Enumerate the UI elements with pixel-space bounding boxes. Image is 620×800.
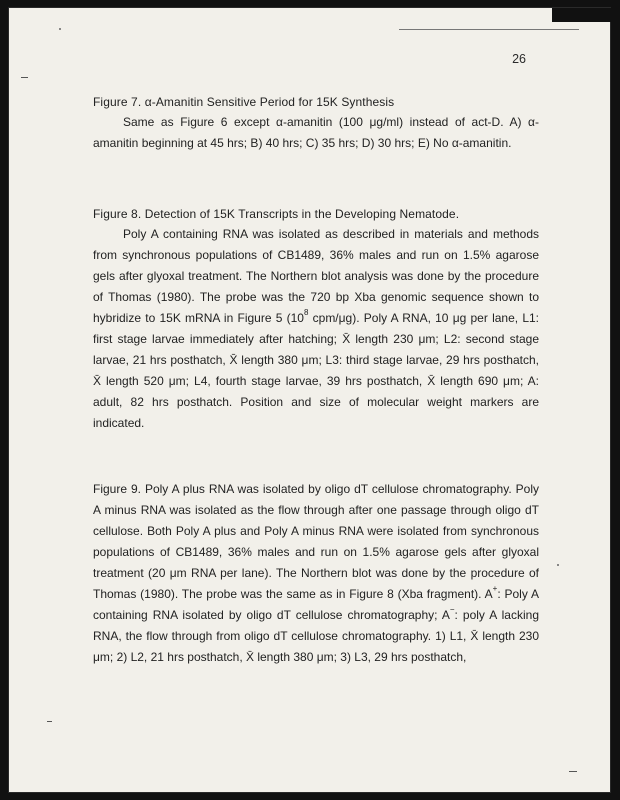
scan-mark — [21, 77, 28, 78]
figure8-title: Figure 8. Detection of 15K Transcripts in the Developing Nematode. — [93, 207, 460, 221]
scan-corner — [552, 8, 612, 22]
figure9-caption — [93, 479, 539, 668]
figure7-caption — [93, 95, 539, 154]
scan-mark — [569, 771, 577, 772]
scan-speck — [59, 28, 61, 30]
figure9-body-text: Figure 9. Poly A plus RNA was isolated by oligo dT cellulose chromatography. Poly A minus RNA was isolated as the flow through after one passage through oligo dT cellulose. Both Poly A plus and Poly A minus RNA were isolated from synchronous populations of CB1489, 36% males and run on 1.5% agarose gels after glyoxal treatment (20 μm RNA per lane). The Northern blot was done by the procedure of Thomas (1980). The probe was the same as in Figure 8 (Xba fragment). A — [93, 482, 539, 601]
scan-mark — [399, 29, 579, 30]
figure9-body-text-end: : poly A lacking RNA, the flow through from oligo dT cellulose chromatography. 1) L1, X̄ length 230 μm; 2) L2, 21 hrs posthatch, X̄ length 380 μm; 3) L3, 29 hrs posthatch, — [93, 608, 539, 664]
figure8-body — [93, 224, 539, 434]
scan-speck — [557, 564, 559, 566]
figure7-title: Figure 7. α-Amanitin Sensitive Period for 15K Synthesis — [93, 95, 395, 109]
figure9-body — [93, 479, 539, 668]
scan-mark — [47, 721, 52, 722]
figure8-body-text: Poly A containing RNA was isolated as described in materials and methods from synchronous populations of CB1489, 36% males and run on 1.5% agarose gels after glyoxal treatment. The Northern blot analysis was done by the procedure of Thomas (1980). The probe was the 720 bp Xba genomic sequence shown to hybridize to 15K mRNA in Figure 5 (10 — [93, 227, 539, 325]
figure9-body-text-cont: : Poly A containing RNA isolated by oligo dT cellulose chromatography; A — [93, 587, 539, 622]
figure8-exponent: 8 — [303, 308, 309, 317]
document-page — [9, 8, 610, 792]
figure8-caption — [93, 207, 539, 434]
figure8-body-text-cont: cpm/μg). Poly A RNA, 10 μg per lane, L1: first stage larvae immediately after hatching; X̄ length 230 μm; L2: second stage larvae, 21 hrs posthatch, X̄ length 380 μm; L3: third stage larvae, 29 hrs posthatch, X̄ length 520 μm; L4, fourth stage larvae, 39 hrs posthatch, X̄ length 690 μm; A: adult, 82 hrs posthatch. Position and size of molecular weight markers are indicated. — [93, 311, 539, 430]
poly-a-plus-sup: + — [492, 584, 498, 593]
figure7-body: Same as Figure 6 except α-amanitin (100 μg/ml) instead of act-D. A) α-amanitin beginning at 45 hrs; B) 40 hrs; C) 35 hrs; D) 30 hrs; E) No α-amanitin. — [93, 115, 539, 150]
page-number: 26 — [512, 52, 526, 66]
poly-a-minus-sup: − — [449, 605, 455, 614]
